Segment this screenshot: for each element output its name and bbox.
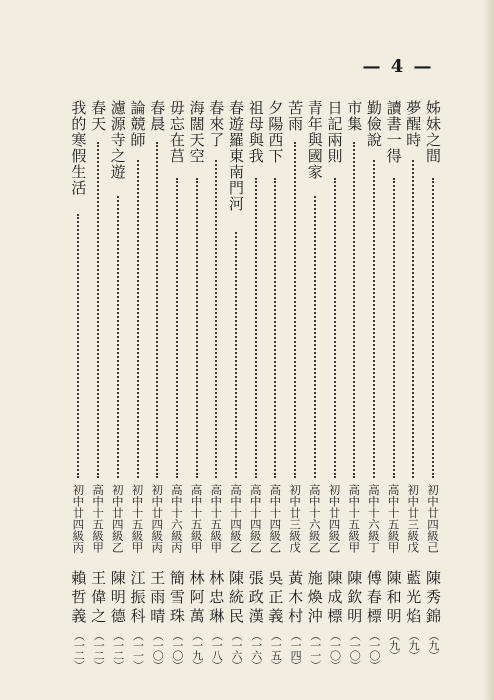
entry-author: 簡雪珠: [167, 570, 186, 627]
entry-author: 黃木村: [286, 570, 305, 627]
dot-leader: [373, 160, 375, 478]
entry-grade: 高中十五級甲: [209, 484, 224, 553]
dot-leader: [432, 178, 434, 478]
dot-leader: [235, 232, 237, 478]
toc-entry: [424, 100, 442, 680]
entry-grade: 高中十六級丙: [169, 484, 184, 553]
entry-page-number: （九）: [387, 630, 401, 660]
toc-entry: [306, 100, 324, 680]
dot-leader: [314, 196, 316, 478]
entry-title: 夕陽西下: [266, 100, 285, 164]
entry-grade: 高中十五級甲: [189, 484, 204, 553]
entry-author: 傅春標: [364, 570, 383, 627]
toc-entry: [326, 100, 344, 680]
dot-leader: [334, 178, 336, 478]
page-number: — 4 —: [362, 56, 434, 77]
entry-page-number: （一八）: [210, 630, 224, 670]
entry-title: 苦雨: [286, 100, 305, 132]
entry-title: 勤儉說: [364, 100, 383, 148]
dot-leader: [294, 142, 296, 478]
toc-entry: [168, 100, 186, 680]
entry-grade: 高中十五級甲: [91, 484, 106, 553]
entry-page-number: （一六）: [249, 630, 263, 670]
dot-leader: [353, 142, 355, 478]
dot-leader: [77, 214, 79, 478]
entry-page-number: （一〇）: [328, 630, 342, 670]
toc-entry: [247, 100, 265, 680]
entry-title: 讀書一得: [384, 100, 403, 164]
entry-grade: 高中十四級乙: [248, 484, 263, 553]
entry-title: 濾源寺之遊: [108, 100, 127, 180]
entry-page-number: （一〇）: [367, 630, 381, 670]
entry-title: 祖母與我: [246, 100, 265, 164]
dot-leader: [97, 142, 99, 478]
entry-page-number: （一〇）: [151, 630, 165, 670]
toc-entry: [227, 100, 245, 680]
entry-author: 藍光焰: [404, 570, 423, 627]
toc-entry: [385, 100, 403, 680]
dot-leader: [137, 160, 139, 478]
toc-entry: [365, 100, 383, 680]
toc-entry: [207, 100, 225, 680]
entry-page-number: （一一）: [131, 630, 145, 670]
entry-title: 春天: [89, 100, 108, 132]
entry-title: 春晨: [148, 100, 167, 132]
entry-author: 張政漢: [246, 570, 265, 627]
entry-title: 姊妹之間: [424, 100, 442, 164]
entry-page-number: （一二）: [111, 630, 125, 670]
entry-grade: 初中十五級甲: [130, 484, 145, 553]
entry-author: 陳秀錦: [424, 570, 442, 627]
dot-leader: [196, 178, 198, 478]
entry-grade: 高中十六級乙: [307, 484, 322, 553]
toc-entry: [266, 100, 284, 680]
entry-title: 市集: [345, 100, 364, 132]
entry-grade: 初中廿四級乙: [327, 484, 342, 553]
dot-leader: [156, 142, 158, 478]
entry-author: 陳明德: [108, 570, 127, 627]
dot-leader: [274, 178, 276, 478]
toc-entry: [188, 100, 206, 680]
entry-title: 夢醒時: [404, 100, 423, 148]
entry-author: 施煥沖: [305, 570, 324, 627]
dot-leader: [117, 196, 119, 478]
entry-grade: 初中廿三級戊: [406, 484, 421, 553]
entry-page-number: （一九）: [190, 630, 204, 670]
entry-page-number: （一二）: [72, 630, 86, 670]
toc-entry: [129, 100, 147, 680]
toc-entry: [69, 100, 87, 680]
entry-grade: 初中廿四級丙: [150, 484, 165, 553]
entry-author: 陳和明: [384, 570, 403, 627]
dot-leader: [393, 178, 395, 478]
entry-page-number: （一四）: [289, 630, 303, 670]
entry-page-number: （一〇）: [348, 630, 362, 670]
entry-author: 陳統民: [227, 570, 245, 627]
toc-entry: [109, 100, 127, 680]
entry-grade: 高中十五級甲: [386, 484, 401, 553]
entry-page-number: （一一）: [308, 630, 322, 670]
dot-leader: [412, 160, 414, 478]
dot-leader: [215, 160, 217, 478]
toc-entry: [148, 100, 166, 680]
entry-author: 賴哲義: [69, 570, 88, 627]
entry-grade: 高中十六級丁: [366, 484, 381, 553]
entry-author: 吳正義: [266, 570, 285, 627]
entry-grade: 高中十五級甲: [347, 484, 362, 553]
entry-title: 我的寒假生活: [69, 100, 88, 196]
entry-author: 林阿萬: [187, 570, 206, 627]
entry-title: 日記兩則: [325, 100, 344, 164]
entry-page-number: （一六）: [230, 630, 243, 670]
toc-entry: [89, 100, 107, 680]
toc-entry: [286, 100, 304, 680]
entry-page-number: （九）: [407, 630, 421, 660]
dot-leader: [255, 178, 257, 478]
entry-title: 青年與國家: [305, 100, 324, 180]
entry-title: 海闊天空: [187, 100, 206, 164]
toc-entry: [404, 100, 422, 680]
entry-page-number: （一二）: [92, 630, 106, 670]
toc-entry: [345, 100, 363, 680]
entry-author: 江振科: [128, 570, 147, 627]
entry-grade: 初中廿四級乙: [110, 484, 125, 553]
entry-title: 論競師: [128, 100, 147, 148]
entry-title: 春遊羅東南門河: [227, 100, 245, 212]
entry-page-number: （一五）: [269, 630, 283, 670]
entry-author: 陳欽明: [345, 570, 364, 627]
dot-leader: [176, 178, 178, 478]
entry-page-number: （一〇）: [170, 630, 184, 670]
entry-grade: 高中十四級乙: [229, 484, 243, 553]
entry-title: 春來了: [207, 100, 226, 148]
entry-grade: 初中廿四級己: [426, 484, 440, 553]
entry-page-number: （九）: [427, 630, 440, 660]
entry-author: 王偉之: [89, 570, 108, 627]
entry-grade: 高中十四級乙: [268, 484, 283, 553]
entry-grade: 初中廿四級丙: [71, 484, 86, 553]
entry-grade: 初中廿三級戊: [288, 484, 303, 553]
entry-author: 王雨晴: [148, 570, 167, 627]
entry-author: 陳成標: [325, 570, 344, 627]
entry-title: 毋忘在莒: [167, 100, 186, 164]
entry-author: 林忠琳: [207, 570, 226, 627]
